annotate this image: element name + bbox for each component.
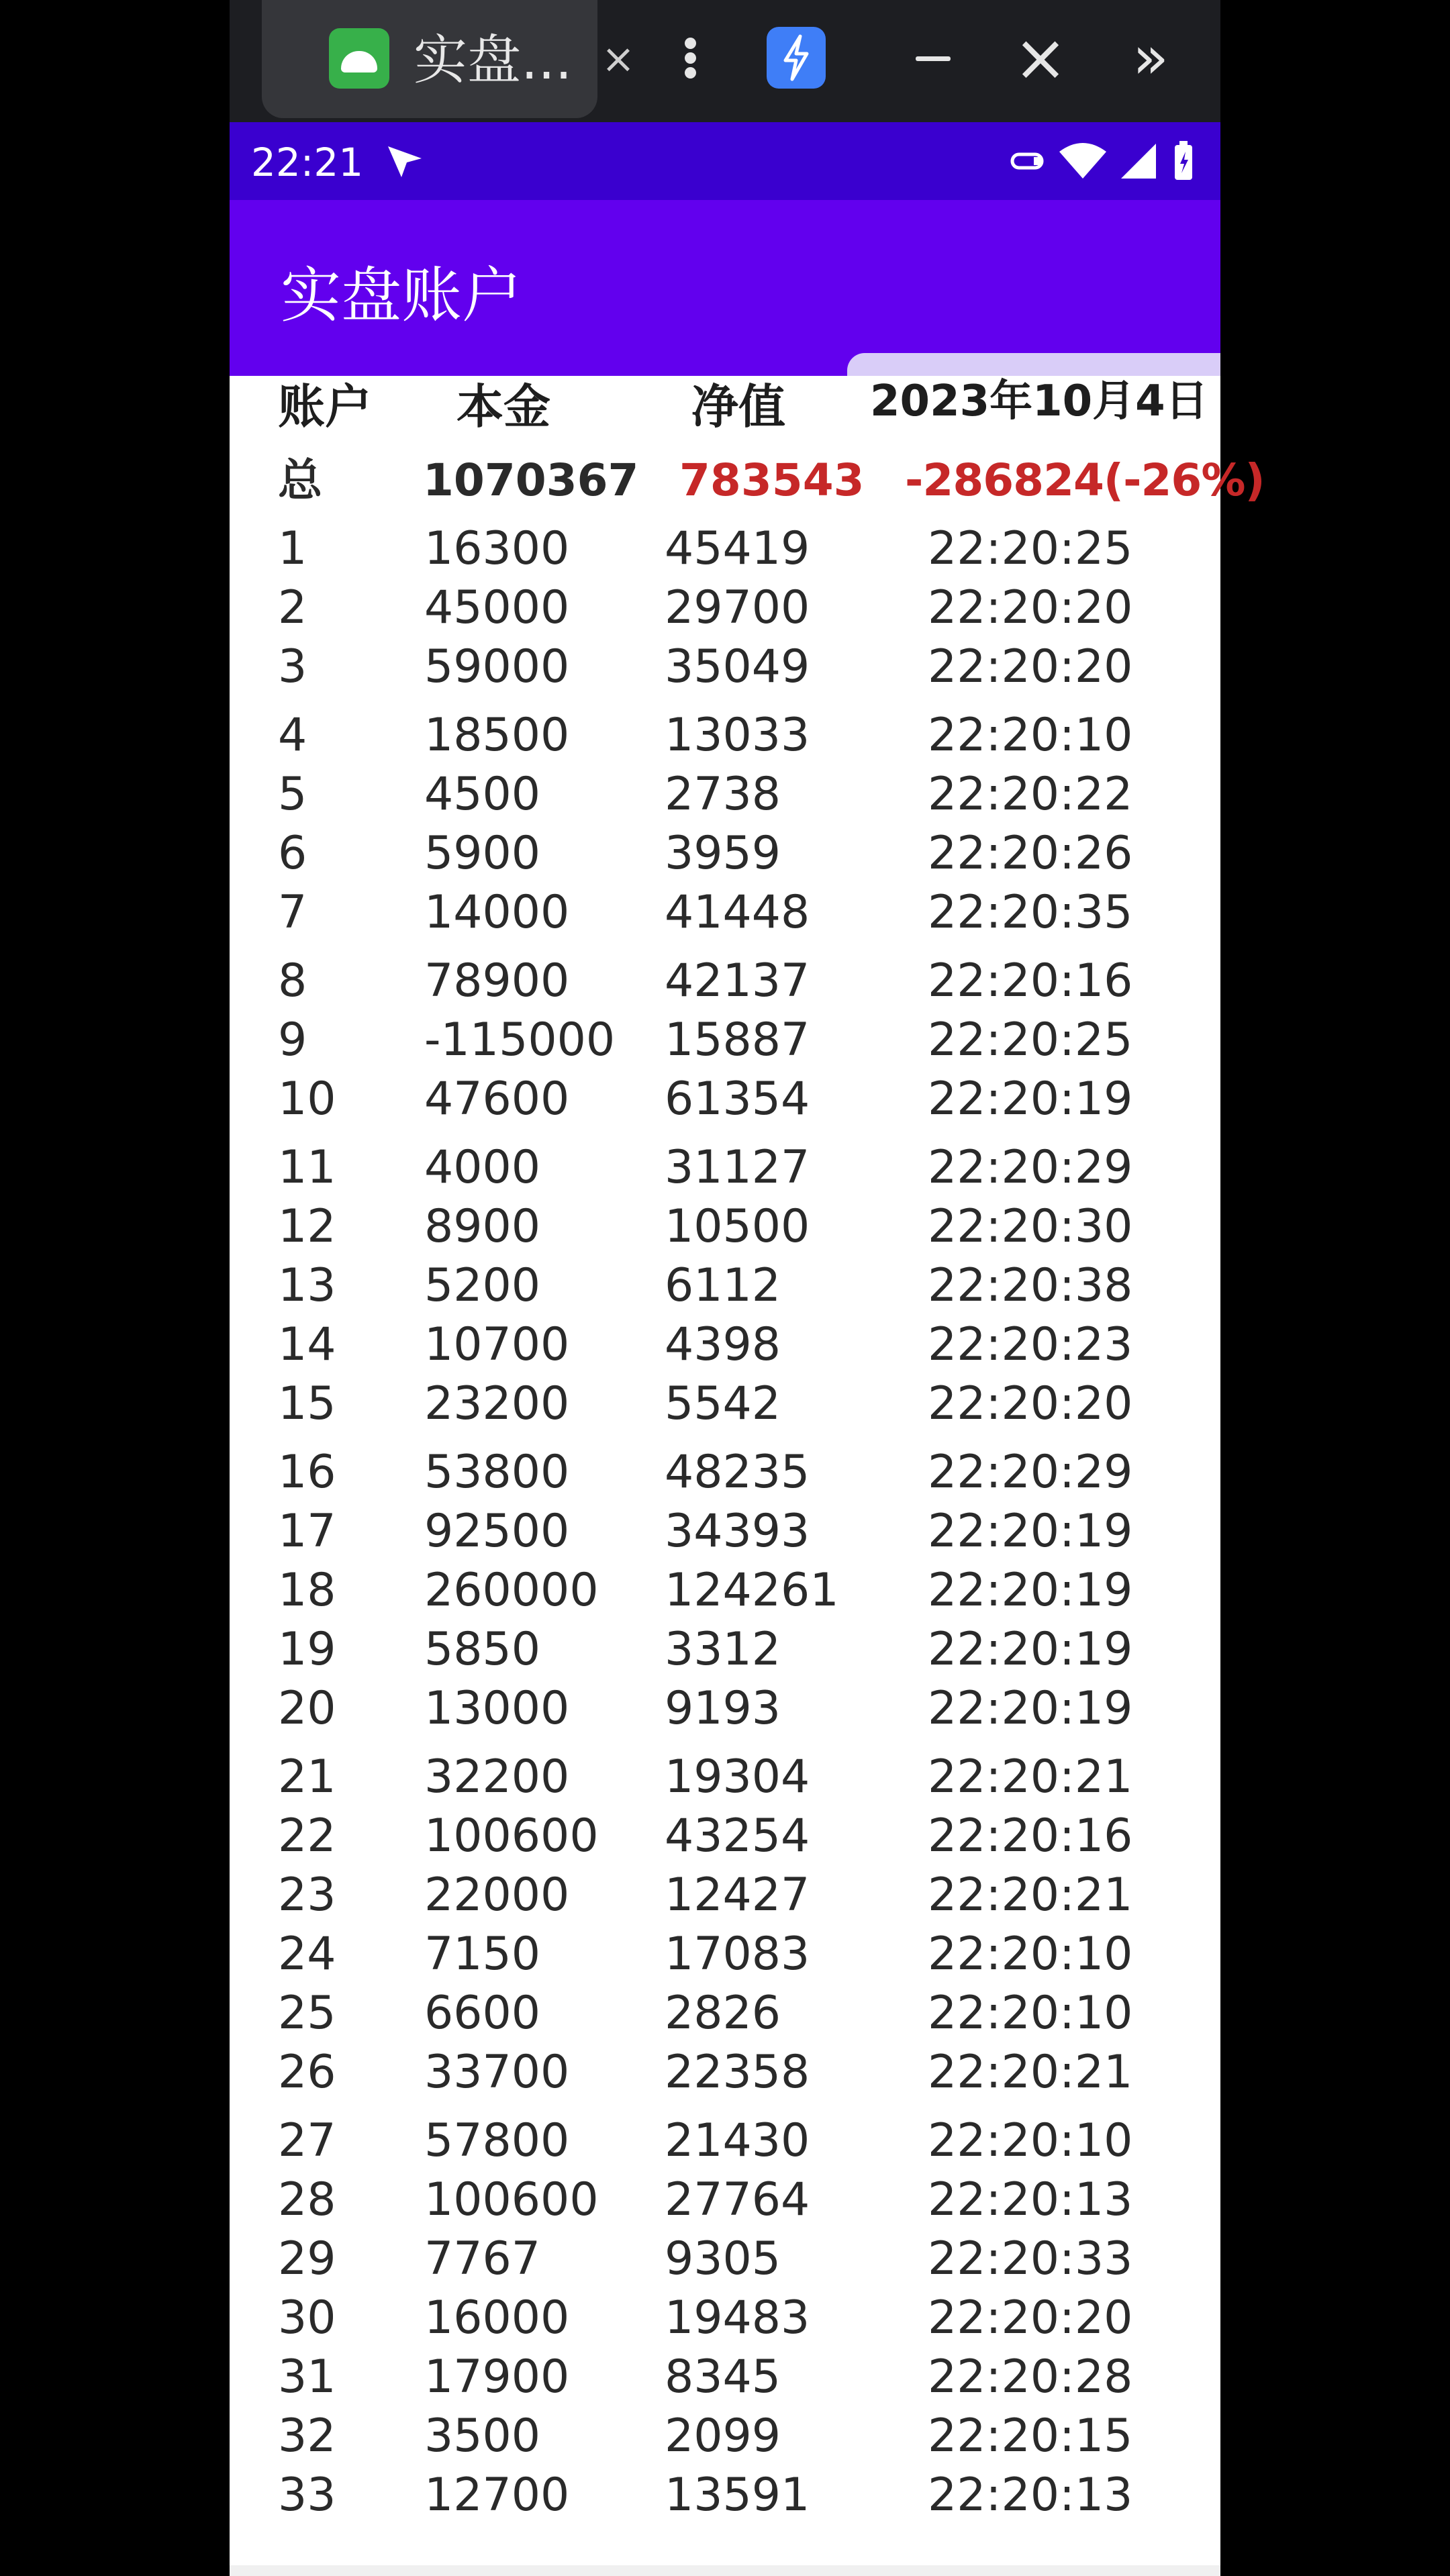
row-account-id: 15 (278, 1377, 336, 1430)
row-principal: 5200 (424, 1259, 541, 1312)
row-update-time: 22:20:26 (928, 827, 1133, 880)
row-update-time: 22:20:25 (928, 522, 1133, 575)
total-label: 总 (278, 454, 322, 506)
row-net-value: 48235 (665, 1446, 810, 1499)
row-principal: 18500 (424, 709, 570, 762)
row-principal: 32200 (424, 1750, 570, 1803)
row-principal: 17900 (424, 2350, 570, 2404)
row-net-value: 41448 (665, 886, 810, 939)
row-update-time: 22:20:29 (928, 1141, 1133, 1194)
tab-close-icon[interactable]: × (601, 36, 636, 83)
row-principal: 92500 (424, 1505, 570, 1558)
row-account-id: 30 (278, 2291, 336, 2344)
row-account-id: 28 (278, 2173, 336, 2226)
row-account-id: 11 (278, 1141, 336, 1194)
row-net-value: 12427 (665, 1869, 810, 1922)
app-bar (230, 200, 1220, 376)
row-principal: 5850 (424, 1623, 541, 1676)
row-update-time: 22:20:19 (928, 1505, 1133, 1558)
row-net-value: 21430 (665, 2114, 810, 2167)
row-principal: 59000 (424, 640, 570, 693)
row-principal: 23200 (424, 1377, 570, 1430)
row-net-value: 43254 (665, 1810, 810, 1863)
total-profit: -286824(-26%) (905, 454, 1265, 506)
row-principal: 16000 (424, 2291, 570, 2344)
row-net-value: 3959 (665, 827, 781, 880)
row-account-id: 29 (278, 2232, 336, 2285)
row-account-id: 20 (278, 1682, 336, 1735)
row-net-value: 19304 (665, 1750, 810, 1803)
tab-indicator (847, 353, 1220, 376)
row-update-time: 22:20:23 (928, 1318, 1133, 1371)
row-update-time: 22:20:20 (928, 581, 1133, 634)
row-account-id: 13 (278, 1259, 336, 1312)
browser-tab-strip (230, 0, 1220, 122)
row-net-value: 29700 (665, 581, 810, 634)
lightning-bolt-icon[interactable] (767, 27, 826, 89)
row-net-value: 61354 (665, 1073, 810, 1126)
row-principal: 45000 (424, 581, 570, 634)
vpn-key-icon (1012, 154, 1042, 168)
cellular-signal-icon (1121, 144, 1156, 179)
row-principal: 4500 (424, 768, 541, 821)
total-net-value: 783543 (679, 454, 865, 506)
kebab-menu-icon[interactable] (658, 26, 722, 90)
total-principal: 1070367 (423, 454, 639, 506)
row-principal: 14000 (424, 886, 570, 939)
row-update-time: 22:20:13 (928, 2173, 1133, 2226)
header-account: 账户 (278, 379, 372, 434)
row-net-value: 2738 (665, 768, 781, 821)
row-principal: 57800 (424, 2114, 570, 2167)
row-update-time: 22:20:22 (928, 768, 1133, 821)
row-account-id: 5 (278, 768, 307, 821)
row-net-value: 4398 (665, 1318, 781, 1371)
row-net-value: 19483 (665, 2291, 810, 2344)
header-principal: 本金 (456, 379, 550, 434)
row-principal: 7767 (424, 2232, 541, 2285)
row-net-value: 5542 (665, 1377, 781, 1430)
row-account-id: 26 (278, 2046, 336, 2099)
row-account-id: 31 (278, 2350, 336, 2404)
row-update-time: 22:20:16 (928, 954, 1133, 1007)
row-account-id: 10 (278, 1073, 336, 1126)
row-principal: 6600 (424, 1987, 541, 2040)
row-account-id: 4 (278, 709, 307, 762)
row-net-value: 6112 (665, 1259, 781, 1312)
row-principal: 5900 (424, 827, 541, 880)
row-net-value: 9193 (665, 1682, 781, 1735)
row-update-time: 22:20:25 (928, 1013, 1133, 1067)
double-chevron-right-icon[interactable]: » (1132, 23, 1155, 92)
row-update-time: 22:20:29 (928, 1446, 1133, 1499)
row-account-id: 12 (278, 1200, 336, 1253)
battery-icon (1175, 141, 1192, 180)
row-principal: 100600 (424, 1810, 599, 1863)
row-account-id: 14 (278, 1318, 336, 1371)
phone-screen (230, 122, 1265, 2576)
status-time: 22:21 (251, 140, 364, 185)
row-net-value: 42137 (665, 954, 810, 1007)
row-net-value: 22358 (665, 2046, 810, 2099)
row-update-time: 22:20:10 (928, 1987, 1133, 2040)
row-update-time: 22:20:38 (928, 1259, 1133, 1312)
row-update-time: 22:20:28 (928, 2350, 1133, 2404)
row-account-id: 7 (278, 886, 307, 939)
app-favicon-icon (329, 28, 389, 89)
row-principal: 12700 (424, 2469, 570, 2522)
row-principal: 260000 (424, 1564, 599, 1617)
row-update-time: 22:20:30 (928, 1200, 1133, 1253)
page-title: 实盘账户 (281, 260, 522, 331)
bottom-edge (230, 2565, 1220, 2576)
row-update-time: 22:20:21 (928, 1750, 1133, 1803)
row-update-time: 22:20:19 (928, 1073, 1133, 1126)
row-account-id: 21 (278, 1750, 336, 1803)
wifi-icon (1059, 143, 1106, 179)
row-update-time: 22:20:19 (928, 1564, 1133, 1617)
status-bar (230, 122, 1220, 200)
close-window-icon[interactable]: × (1013, 20, 1068, 95)
row-net-value: 31127 (665, 1141, 810, 1194)
row-net-value: 8345 (665, 2350, 781, 2404)
row-net-value: 13591 (665, 2469, 810, 2522)
minimize-icon[interactable] (901, 26, 965, 90)
row-account-id: 23 (278, 1869, 336, 1922)
row-update-time: 22:20:19 (928, 1682, 1133, 1735)
row-account-id: 6 (278, 827, 307, 880)
row-account-id: 8 (278, 954, 307, 1007)
row-principal: 100600 (424, 2173, 599, 2226)
row-account-id: 33 (278, 2469, 336, 2522)
row-update-time: 22:20:35 (928, 886, 1133, 939)
row-principal: -115000 (424, 1013, 616, 1067)
row-principal: 3500 (424, 2410, 541, 2463)
row-principal: 47600 (424, 1073, 570, 1126)
row-update-time: 22:20:10 (928, 709, 1133, 762)
row-account-id: 19 (278, 1623, 336, 1676)
row-account-id: 25 (278, 1987, 336, 2040)
row-update-time: 22:20:20 (928, 1377, 1133, 1430)
row-account-id: 3 (278, 640, 307, 693)
row-principal: 8900 (424, 1200, 541, 1253)
row-net-value: 34393 (665, 1505, 810, 1558)
row-net-value: 45419 (665, 522, 810, 575)
row-net-value: 10500 (665, 1200, 810, 1253)
row-principal: 16300 (424, 522, 570, 575)
row-account-id: 32 (278, 2410, 336, 2463)
row-net-value: 2099 (665, 2410, 781, 2463)
row-principal: 10700 (424, 1318, 570, 1371)
header-net-value: 净值 (691, 379, 785, 434)
location-arrow-icon (381, 137, 428, 184)
row-account-id: 1 (278, 522, 307, 575)
row-principal: 7150 (424, 1928, 541, 1981)
row-account-id: 16 (278, 1446, 336, 1499)
row-principal: 78900 (424, 954, 570, 1007)
row-account-id: 27 (278, 2114, 336, 2167)
header-date: 2023年10月4日 (870, 377, 1208, 426)
row-net-value: 124261 (665, 1564, 839, 1617)
row-account-id: 9 (278, 1013, 307, 1067)
row-update-time: 22:20:21 (928, 1869, 1133, 1922)
row-account-id: 22 (278, 1810, 336, 1863)
row-principal: 53800 (424, 1446, 570, 1499)
row-account-id: 17 (278, 1505, 336, 1558)
row-update-time: 22:20:20 (928, 640, 1133, 693)
row-update-time: 22:20:19 (928, 1623, 1133, 1676)
row-update-time: 22:20:21 (928, 2046, 1133, 2099)
row-principal: 13000 (424, 1682, 570, 1735)
row-principal: 4000 (424, 1141, 541, 1194)
browser-tab[interactable] (262, 0, 636, 118)
row-principal: 22000 (424, 1869, 570, 1922)
row-net-value: 27764 (665, 2173, 810, 2226)
status-icons (1007, 137, 1208, 185)
row-update-time: 22:20:33 (928, 2232, 1133, 2285)
tab-title: 实盘... (414, 29, 573, 91)
row-update-time: 22:20:16 (928, 1810, 1133, 1863)
row-net-value: 13033 (665, 709, 810, 762)
row-account-id: 18 (278, 1564, 336, 1617)
row-account-id: 24 (278, 1928, 336, 1981)
row-net-value: 35049 (665, 640, 810, 693)
row-net-value: 15887 (665, 1013, 810, 1067)
row-update-time: 22:20:13 (928, 2469, 1133, 2522)
row-net-value: 17083 (665, 1928, 810, 1981)
row-principal: 33700 (424, 2046, 570, 2099)
row-update-time: 22:20:20 (928, 2291, 1133, 2344)
row-net-value: 3312 (665, 1623, 781, 1676)
row-net-value: 9305 (665, 2232, 781, 2285)
row-net-value: 2826 (665, 1987, 781, 2040)
row-account-id: 2 (278, 581, 307, 634)
row-update-time: 22:20:10 (928, 2114, 1133, 2167)
row-update-time: 22:20:10 (928, 1928, 1133, 1981)
row-update-time: 22:20:15 (928, 2410, 1133, 2463)
